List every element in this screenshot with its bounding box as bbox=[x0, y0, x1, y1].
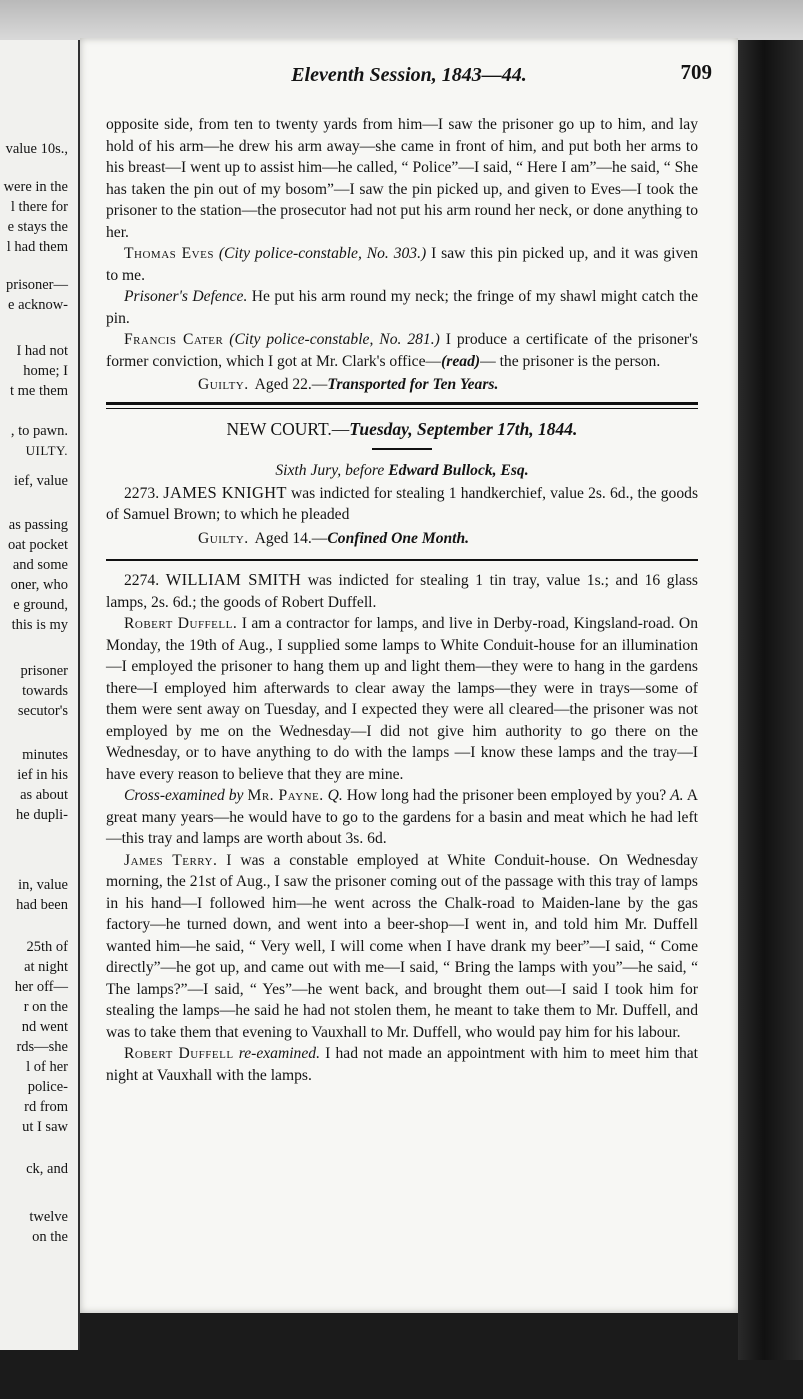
margin-fragment: ck, and bbox=[26, 1161, 68, 1177]
margin-fragment: and some bbox=[12, 557, 68, 573]
margin-fragment: her off— bbox=[14, 979, 68, 995]
margin-fragment: as passing bbox=[8, 517, 68, 533]
margin-fragment: I had not bbox=[16, 343, 68, 359]
answer-text: A great many years—he would have to go to the gardens for a basin and meat which he had left—this tray and lamps are worth about 3s. 6d. bbox=[106, 787, 698, 847]
defendant-name: JAMES KNIGHT bbox=[163, 482, 287, 502]
margin-fragment: nd went bbox=[21, 1019, 68, 1035]
testimony-paragraph bbox=[106, 850, 698, 1044]
answer-marker: A. bbox=[670, 787, 684, 804]
margin-fragment: had been bbox=[16, 897, 68, 913]
margin-fragment: were in the bbox=[3, 179, 68, 195]
margin-fragment: secutor's bbox=[17, 703, 68, 719]
court-date: Tuesday, September 17th, 1844. bbox=[349, 418, 578, 439]
verdict-age: Aged 22.— bbox=[254, 376, 328, 393]
margin-fragment: minutes bbox=[22, 747, 68, 763]
question-text: How long had the prisoner been employed by you? bbox=[346, 787, 667, 804]
margin-fragment: he dupli- bbox=[16, 807, 68, 823]
margin-fragment: oner, who bbox=[10, 577, 68, 593]
cross-exam-label: Cross-examined by bbox=[124, 787, 244, 804]
testimony-paragraph: opposite side, from ten to twenty yards from him—I saw the prisoner go up to him, and lay hold of his arm—he drew his arm away—she came in front of him, and put both her arms to his breast—I went up to assist him—he called, “ Police”—I said, “ Here I am”—he said, “ She has taken the pin out of my bosom”—I saw the pin picked up, and given to Eves—I took the prisoner to the station—the prosecutor had not put his arm round her neck, or done anything to her. bbox=[106, 116, 698, 241]
verdict-label: Guilty. bbox=[198, 529, 249, 547]
margin-fragment: l of her bbox=[26, 1059, 68, 1075]
case-number: 2273. bbox=[124, 484, 160, 502]
margin-fragment: in, value bbox=[18, 877, 68, 893]
testimony-text: I was a constable employed at White Conduit-house. On Wednesday morning, the 21st of Aug., I saw the prisoner coming out of the passage with this tray of lamps in his hand—I followed him—he went across the Chalk-road to Maiden-lane by the gas factory—he turned down, and went into a beer-shop—I went in, and told him Mr. Duffell wanted him—he said, “ Very well, I will come when I have drank my beer”—I said, “ Come directly”—he got up, and came out with me—I said, “ Bring the lamps with you”—he said, “ The lamps?”—I said, “ Yes”—he went back, and brought them out—I said I took him for stealing the lamps—he said he had not stolen them, he meant to take them to Mr. Duffell, and was to take them that evening to Vauxhall to Mr. Duffell, who would pay him for his labour. bbox=[106, 851, 698, 1041]
margin-fragment: ief in his bbox=[17, 767, 68, 783]
book-edge bbox=[738, 40, 803, 1360]
short-divider bbox=[372, 448, 432, 450]
section-divider bbox=[106, 402, 698, 409]
margin-fragment: home; I bbox=[23, 363, 68, 379]
testimony-text: I had not made an appointment with him to meet him that night at Vauxhall with the lamps. bbox=[106, 1045, 698, 1084]
margin-fragment: oat pocket bbox=[8, 537, 68, 553]
testimony-text: I saw this pin picked up, and it was given to me. bbox=[106, 245, 699, 284]
margin-fragment: this is my bbox=[11, 617, 68, 633]
witness-name: Thomas Eves bbox=[124, 245, 214, 262]
testimony-paragraph bbox=[106, 1043, 698, 1086]
witness-name: James Terry. bbox=[124, 851, 218, 869]
testimony-paragraph bbox=[106, 785, 698, 850]
read-note: (read) bbox=[441, 352, 481, 370]
margin-fragment: ief, value bbox=[14, 473, 68, 489]
margin-fragment: prisoner bbox=[20, 663, 68, 679]
testimony-paragraph bbox=[106, 329, 698, 372]
margin-fragment: towards bbox=[22, 683, 68, 699]
witness-role: (City police-constable, No. 281.) bbox=[229, 331, 440, 348]
margin-fragment: twelve bbox=[29, 1209, 68, 1225]
testimony-paragraph bbox=[106, 243, 698, 286]
testimony-text: I produce a certificate of the prisoner's former conviction, which I got at Mr. Clark's office— bbox=[106, 331, 698, 370]
margin-fragment: police- bbox=[27, 1079, 68, 1095]
counsel-name: Mr. Payne. bbox=[247, 787, 324, 804]
testimony-paragraph bbox=[106, 613, 698, 785]
jury-prefix: Sixth Jury, before bbox=[275, 462, 385, 479]
testimony-text: I am a contractor for lamps, and live in Derby-road, Kingsland-road. On Monday, the 19th of Aug., I supplied some lamps to White Conduit-house for an illumination—I employed the prisoner to hang them up and light them—they were to hang in the gardens there—I employed him afterwards to clear away the lamps—they were in trays—some of them were sent away on Tuesday, and I expected they were all cleared—the prisoner was not employed by me on the Wednesday—I did not give him authority to go there on the Wednesday, or to have anything to do with the lamps —I know these lamps and the tray—I have every reason to believe that they are mine. bbox=[106, 615, 698, 783]
re-exam-label: re-examined. bbox=[238, 1045, 320, 1062]
verdict-line bbox=[106, 528, 698, 550]
previous-page-fragment bbox=[0, 40, 80, 1350]
case-number: 2274. bbox=[124, 572, 160, 589]
defence-label: Prisoner's Defence. bbox=[124, 288, 248, 305]
margin-fragment: rd from bbox=[24, 1099, 68, 1115]
court-title: NEW COURT.— bbox=[226, 418, 350, 439]
jury-judge: Edward Bullock, Esq. bbox=[388, 462, 529, 479]
jury-line bbox=[106, 460, 698, 482]
margin-fragment: 25th of bbox=[26, 939, 68, 955]
document-page bbox=[80, 38, 738, 1313]
verdict-line bbox=[106, 374, 698, 396]
margin-fragment: at night bbox=[24, 959, 68, 975]
session-title: Eleventh Session, bbox=[291, 64, 437, 86]
margin-fragment: r on the bbox=[23, 999, 68, 1015]
margin-fragment: as about bbox=[20, 787, 68, 803]
sentence: Transported for Ten Years. bbox=[327, 376, 499, 393]
testimony-text: He put his arm round my neck; the fringe of my shawl might catch the pin. bbox=[106, 288, 698, 327]
testimony-text: — the prisoner is the person. bbox=[480, 352, 661, 370]
session-years: 1843—44. bbox=[441, 64, 527, 86]
verdict-age: Aged 14.— bbox=[254, 529, 328, 547]
margin-fragment: e acknow- bbox=[8, 297, 68, 313]
sentence: Confined One Month. bbox=[327, 529, 470, 547]
witness-role: (City police-constable, No. 303.) bbox=[218, 245, 427, 262]
margin-fragment: l there for bbox=[10, 199, 68, 215]
indictment-text: was indicted for stealing 1 tin tray, value 1s.; and 16 glass lamps, 2s. 6d.; the goods of Robert Duffell. bbox=[106, 572, 698, 611]
case-paragraph bbox=[106, 482, 698, 526]
verdict-label: Guilty. bbox=[198, 376, 249, 393]
margin-fragment: e stays the bbox=[7, 219, 68, 235]
defendant-name: WILLIAM SMITH bbox=[165, 570, 302, 589]
margin-fragment: UILTY. bbox=[25, 443, 68, 458]
witness-name: Robert Duffell. bbox=[124, 615, 238, 632]
case-paragraph bbox=[106, 569, 698, 613]
margin-fragment: on the bbox=[32, 1229, 68, 1245]
margin-fragment: t me them bbox=[10, 383, 68, 399]
page-body bbox=[106, 114, 698, 1086]
margin-fragment: ut I saw bbox=[22, 1119, 68, 1135]
margin-fragment: , to pawn. bbox=[10, 423, 68, 439]
testimony-paragraph bbox=[106, 286, 698, 329]
court-heading bbox=[106, 419, 698, 441]
case-divider bbox=[106, 559, 698, 561]
page-number: 709 bbox=[680, 60, 712, 84]
running-header bbox=[80, 64, 738, 87]
question-marker: Q. bbox=[327, 787, 343, 804]
margin-fragment: prisoner— bbox=[5, 277, 68, 293]
margin-fragment: value 10s., bbox=[5, 141, 68, 157]
margin-fragment: e ground, bbox=[13, 597, 68, 613]
margin-fragment: rds—she bbox=[16, 1039, 68, 1055]
indictment-text: was indicted for stealing 1 handkerchief, value 2s. 6d., the goods of Samuel Brown; to which he pleaded bbox=[106, 484, 699, 523]
witness-name: Francis Cater bbox=[124, 331, 224, 348]
witness-name: Robert Duffell bbox=[124, 1045, 234, 1062]
margin-fragment: l had them bbox=[6, 239, 68, 255]
